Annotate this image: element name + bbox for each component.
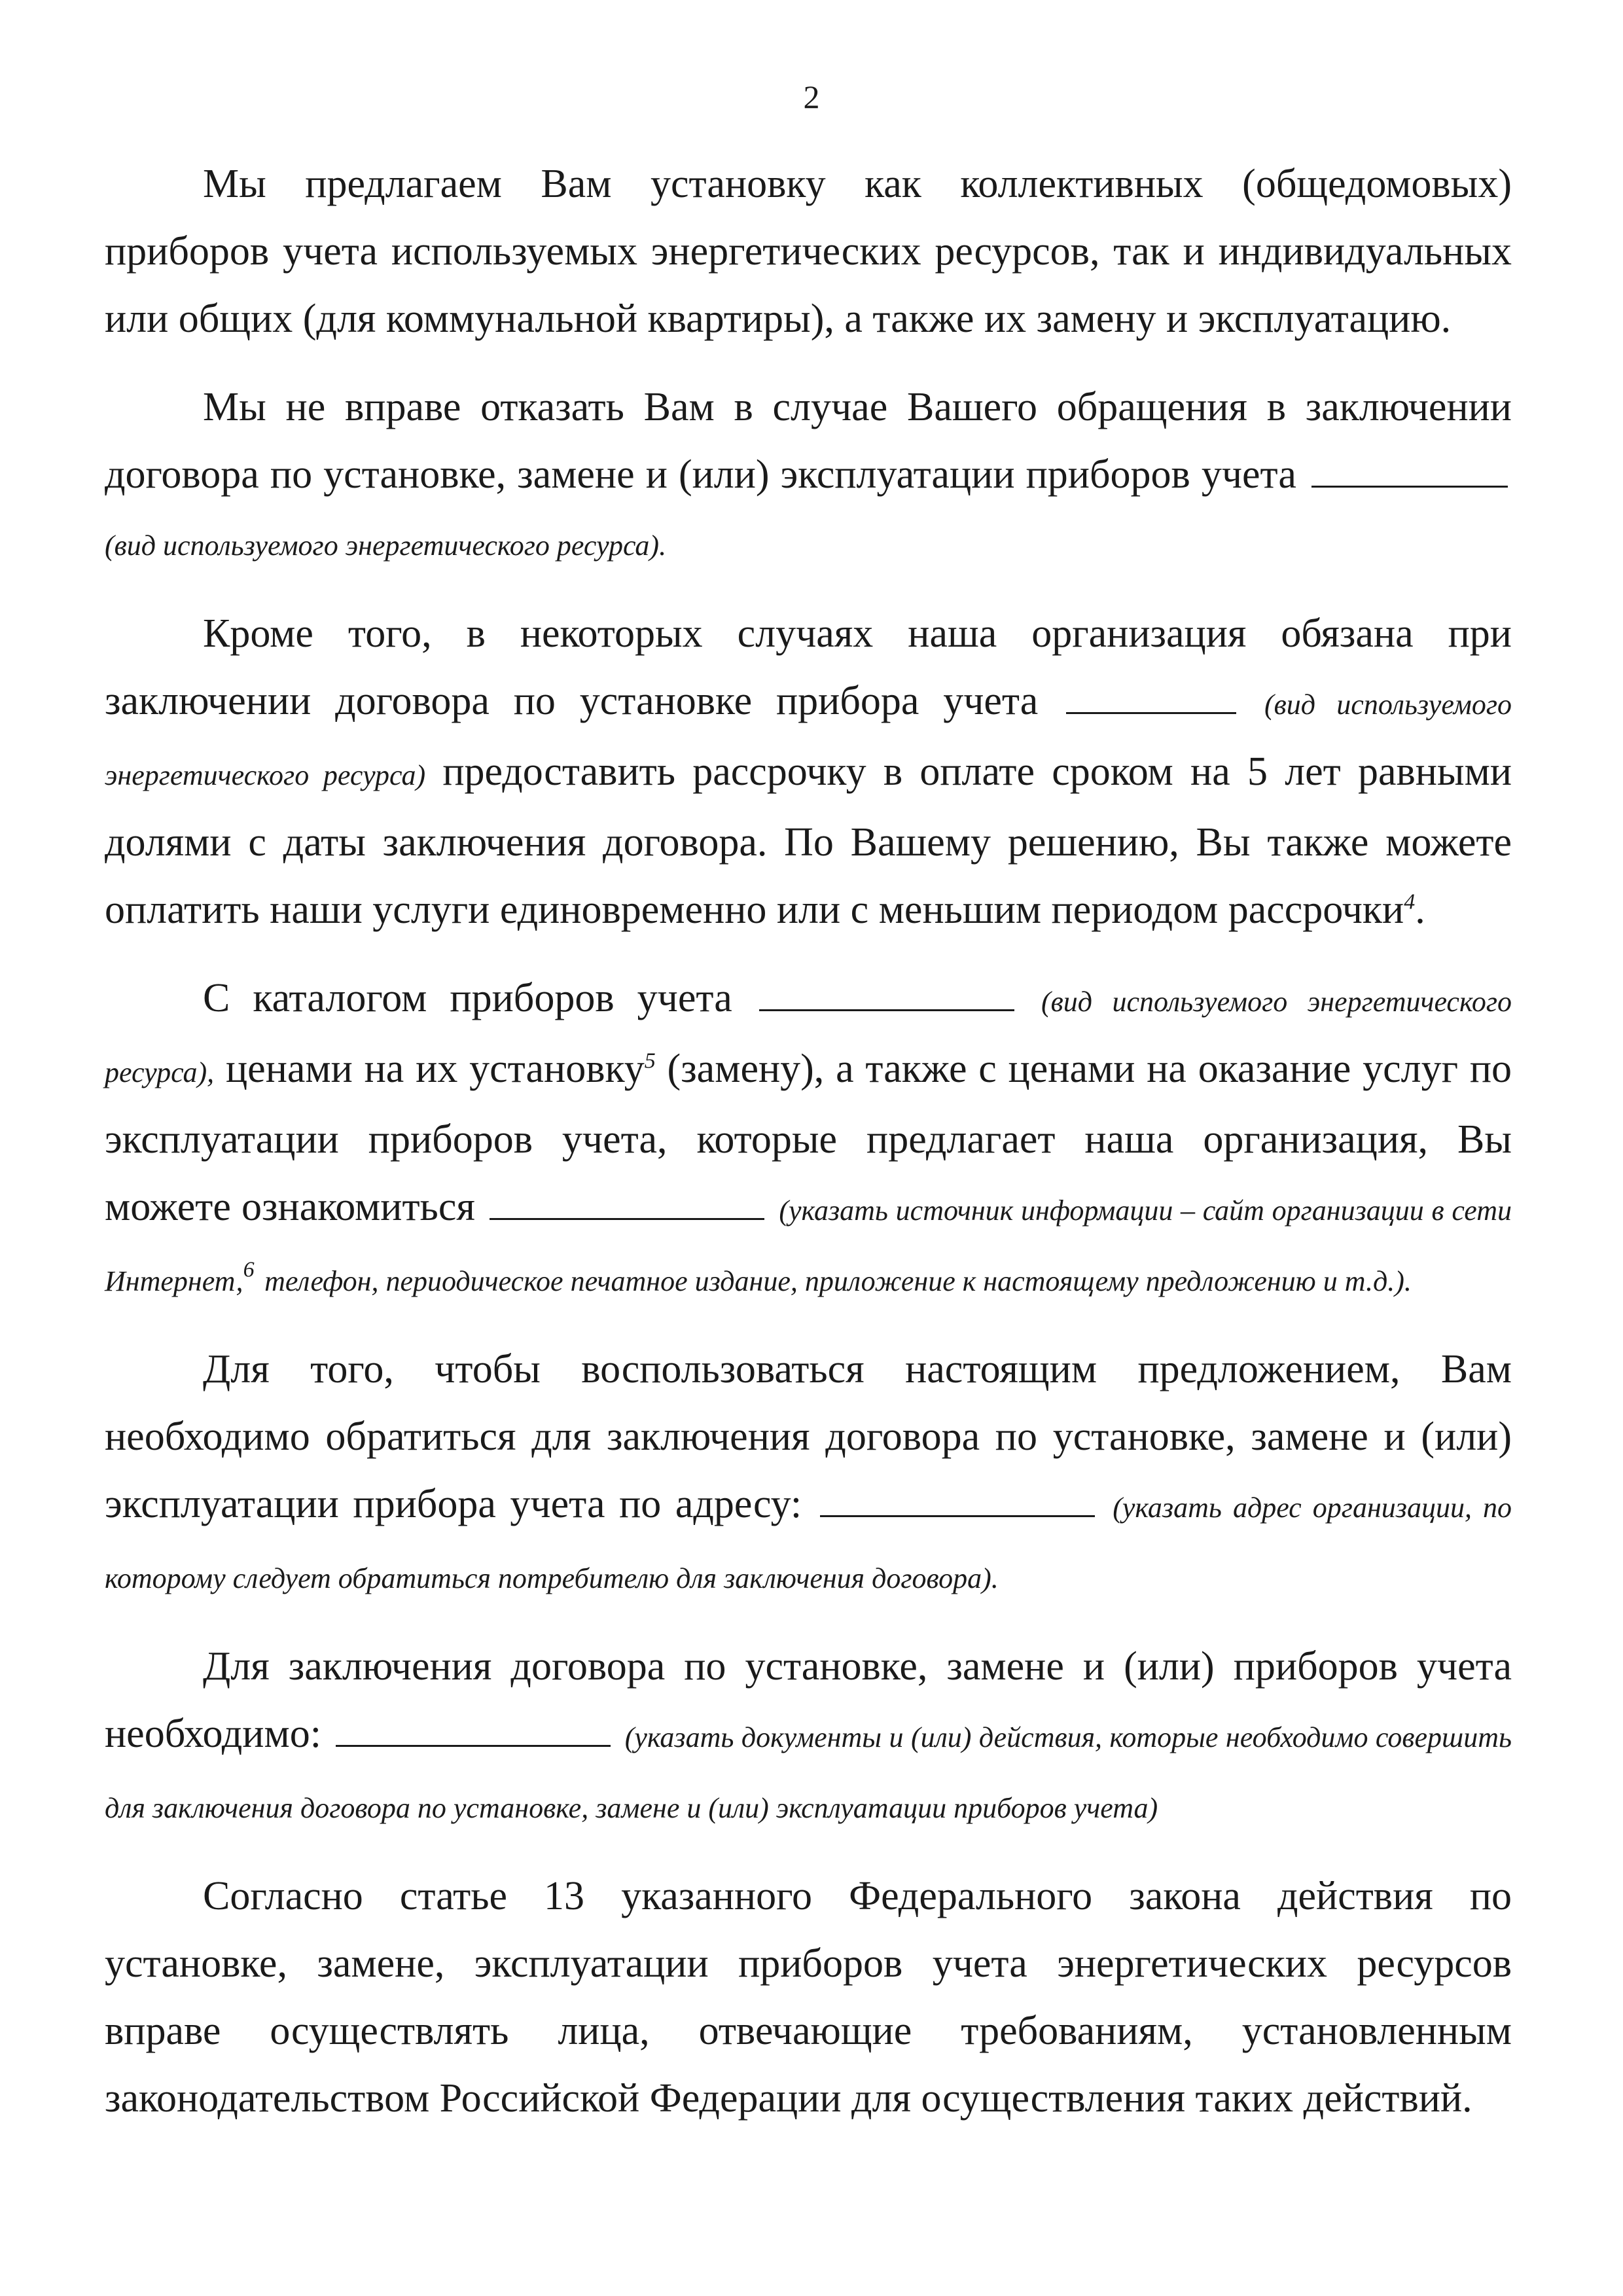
documents-blank	[336, 1712, 611, 1747]
resource-type-blank	[1311, 453, 1508, 488]
resource-type-blank	[759, 977, 1014, 1011]
paragraph-catalog-text-b: ценами на их установку	[226, 1047, 645, 1091]
resource-type-note: (вид используемого энергетического ресурса),	[105, 986, 1512, 1088]
paragraph-installment-text-b: предоставить рассрочку в оплате сроком на 5 лет равными долями с даты заключения договора. По Вашему решению, Вы также можете оплатить наши услуги единовременно или с меньшим периодом рассрочки	[105, 749, 1512, 932]
paragraph-catalog-text-a: С каталогом приборов учета	[203, 976, 732, 1020]
paragraph-offer	[105, 151, 1512, 353]
resource-type-note: (вид используемого энергетического ресурса).	[105, 529, 667, 562]
paragraph-no-refusal	[105, 374, 1512, 579]
resource-type-note: (вид используемого энергетического ресурса)	[105, 689, 1512, 791]
document-body	[105, 151, 1512, 2153]
info-source-note: (указать источник информации – сайт организации в сети Интернет,	[105, 1194, 1512, 1297]
page-number: 2	[803, 79, 820, 115]
footnote-marker: 6	[243, 1257, 255, 1282]
paragraph-offer-text: Мы предлагаем Вам установку как коллективных (общедомовых) приборов учета используемых энергетических ресурсов, так и индивидуальных или общих (для коммунальной квартиры), а также их замену и эксплуатацию.	[105, 162, 1512, 341]
info-source-note-continued: телефон, периодическое печатное издание, приложение к настоящему предложению и т.д.).	[264, 1265, 1412, 1297]
footnote-marker: 4	[1404, 889, 1416, 914]
paragraph-no-refusal-text: Мы не вправе отказать Вам в случае Вашего обращения в заключении договора по установке, замене и (или) эксплуатации приборов учета	[105, 385, 1512, 497]
paragraph-law-text: Согласно статье 13 указанного Федерального закона действия по установке, замене, эксплуатации приборов учета энергетических ресурсов вправе осуществлять лица, отвечающие требованиям, установленным законодательством Российской Федерации для осуществления таких действий.	[105, 1874, 1512, 2121]
address-blank	[820, 1482, 1095, 1517]
paragraph-documents-text: Для заключения договора по установке, замене и (или) приборов учета необходимо:	[105, 1644, 1512, 1756]
address-note: (указать адрес организации, по которому следует обратиться потребителю для заключения договора).	[105, 1492, 1512, 1594]
info-source-blank	[490, 1185, 764, 1220]
paragraph-catalog	[105, 965, 1512, 1315]
footnote-marker: 5	[644, 1049, 656, 1073]
paragraph-address	[105, 1336, 1512, 1612]
paragraph-law	[105, 1863, 1512, 2132]
paragraph-installment-text-a: Кроме того, в некоторых случаях наша организация обязана при заключении договора по установке прибора учета	[105, 611, 1512, 723]
resource-type-blank	[1066, 679, 1236, 714]
paragraph-installment-text-c: .	[1415, 888, 1425, 932]
paragraph-address-text: Для того, чтобы воспользоваться настоящим предложением, Вам необходимо обратиться для заключения договора по установке, замене и (или) эксплуатации прибора учета по адресу:	[105, 1347, 1512, 1526]
documents-note: (указать документы и (или) действия, которые необходимо совершить для заключения договора по установке, замене и (или) эксплуатации приборов учета)	[105, 1721, 1512, 1824]
paragraph-catalog-text-c: (замену), а также с ценами на оказание услуг по эксплуатации приборов учета, которые предлагает наша организация, Вы можете ознакомиться	[105, 1047, 1512, 1229]
paragraph-documents	[105, 1633, 1512, 1842]
paragraph-installment	[105, 600, 1512, 944]
